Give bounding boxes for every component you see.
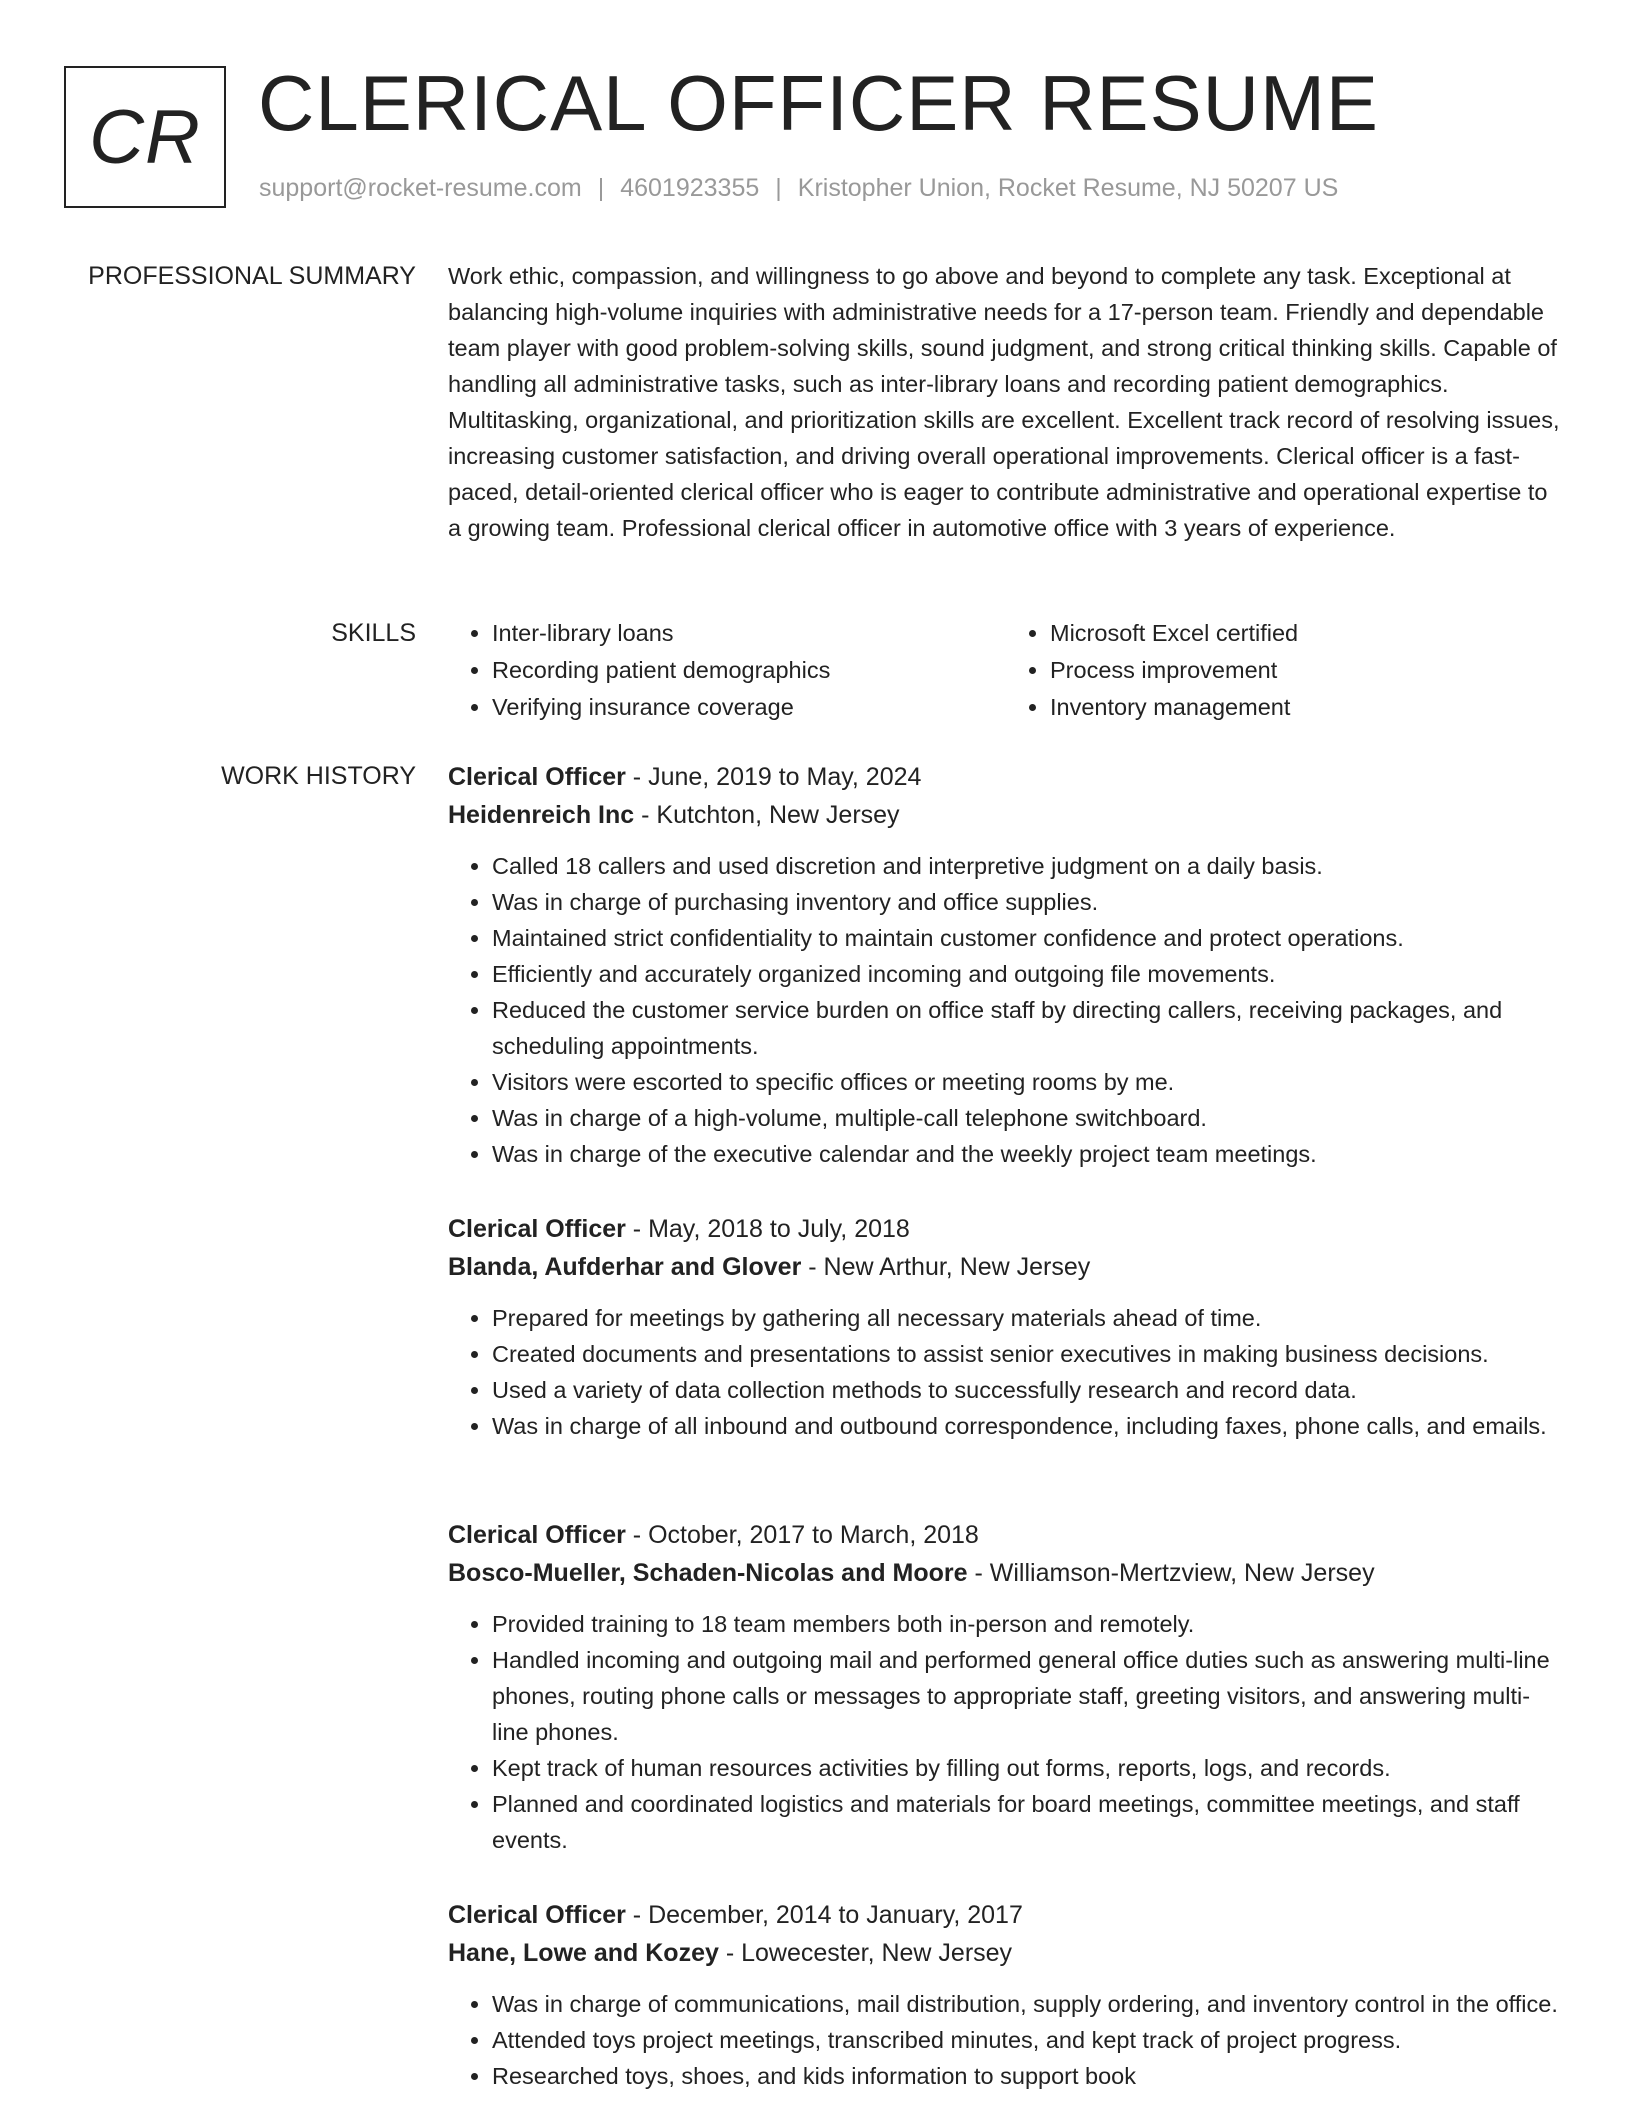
job-entry xyxy=(448,1516,1564,1858)
job-title: Clerical Officer xyxy=(448,1521,626,1549)
job-bullet-list xyxy=(448,1606,1564,1858)
job-dates: - June, 2019 to May, 2024 xyxy=(625,763,922,791)
job-company: Bosco-Mueller, Schaden-Nicolas and Moore xyxy=(448,1559,968,1587)
job-bullet: • Used a variety of data collection methods to successfully research and record data. xyxy=(492,1372,1564,1408)
job-entry xyxy=(448,758,1564,1172)
work-history-body xyxy=(448,758,1564,2089)
skill-item: • Recording patient demographics xyxy=(492,652,1006,689)
job-company: Blanda, Aufderhar and Glover xyxy=(448,1253,802,1281)
monogram-box xyxy=(64,66,226,208)
job-bullet: • Kept track of human resources activities by filling out forms, reports, logs, and records. xyxy=(492,1750,1564,1786)
job-bullet: • Called 18 callers and used discretion and interpretive judgment on a daily basis. xyxy=(492,848,1564,884)
job-bullet: • Visitors were escorted to specific offices or meeting rooms by me. xyxy=(492,1064,1564,1100)
skills-body xyxy=(448,615,1564,726)
job-bullet: • Created documents and presentations to assist senior executives in making business decisions. xyxy=(492,1336,1564,1372)
skill-item: • Inventory management xyxy=(1050,689,1564,726)
contact-email: support@rocket-resume.com xyxy=(259,174,582,202)
skill-item: • Verifying insurance coverage xyxy=(492,689,1006,726)
job-bullet: • Was in charge of all inbound and outbound correspondence, including faxes, phone calls, and emails. xyxy=(492,1408,1564,1444)
skill-item: • Inter-library loans xyxy=(492,615,1006,652)
job-bullet: • Provided training to 18 team members both in-person and remotely. xyxy=(492,1606,1564,1642)
job-location: - Williamson-Mertzview, New Jersey xyxy=(967,1559,1375,1587)
job-bullet-list xyxy=(448,848,1564,1172)
job-company-line xyxy=(448,1248,1564,1286)
job-title-line xyxy=(448,758,1564,796)
skills-list-right xyxy=(1006,615,1564,726)
job-bullet-list xyxy=(448,1300,1564,1444)
skills-heading: SKILLS xyxy=(331,619,416,647)
skill-item: • Process improvement xyxy=(1050,652,1564,689)
monogram-initials: CR xyxy=(89,94,201,180)
job-location: - Lowecester, New Jersey xyxy=(718,1939,1013,1967)
skills-list-left xyxy=(448,615,1006,726)
job-bullet: • Planned and coordinated logistics and materials for board meetings, committee meetings, and staff events. xyxy=(492,1786,1564,1858)
job-bullet: • Reduced the customer service burden on office staff by directing callers, receiving packages, and scheduling appointments. xyxy=(492,992,1564,1064)
job-dates: - May, 2018 to July, 2018 xyxy=(625,1215,910,1243)
summary-heading: PROFESSIONAL SUMMARY xyxy=(88,262,416,290)
job-location: - New Arthur, New Jersey xyxy=(801,1253,1091,1281)
job-bullet: • Was in charge of communications, mail distribution, supply ordering, and inventory control in the office. xyxy=(492,1986,1564,2022)
job-company: Heidenreich Inc xyxy=(448,801,635,829)
job-bullet: • Efficiently and accurately organized incoming and outgoing file movements. xyxy=(492,956,1564,992)
job-bullet-list xyxy=(448,1986,1564,2094)
summary-body xyxy=(448,258,1564,546)
contact-line xyxy=(259,174,1338,203)
contact-separator: | xyxy=(597,174,605,202)
job-bullet: • Was in charge of the executive calendar and the weekly project team meetings. xyxy=(492,1136,1564,1172)
job-company-line xyxy=(448,1934,1564,1972)
job-dates: - December, 2014 to January, 2017 xyxy=(625,1901,1023,1929)
job-company-line xyxy=(448,1554,1564,1592)
job-bullet: • Maintained strict confidentiality to maintain customer confidence and protect operations. xyxy=(492,920,1564,956)
job-title: Clerical Officer xyxy=(448,1215,626,1243)
contact-separator: | xyxy=(775,174,782,202)
job-title: Clerical Officer xyxy=(448,1901,626,1929)
job-bullet: • Prepared for meetings by gathering all necessary materials ahead of time. xyxy=(492,1300,1564,1336)
job-bullet: • Was in charge of purchasing inventory and office supplies. xyxy=(492,884,1564,920)
job-title-line xyxy=(448,1896,1564,1934)
resume-title: CLERICAL OFFICER RESUME xyxy=(258,59,1379,147)
contact-address: Kristopher Union, Rocket Resume, NJ 50207 US xyxy=(797,174,1339,202)
job-title-line xyxy=(448,1516,1564,1554)
job-bullet: • Researched toys, shoes, and kids information to support book xyxy=(492,2058,1564,2094)
job-entry xyxy=(448,1896,1564,2094)
summary-text: Work ethic, compassion, and willingness to go above and beyond to complete any task. Exceptional at balancing high-volume inquiries with administrative needs for a 17-person team. Friendly and dependable team player with good problem-solving skills, sound judgment, and strong critical thinking skills. Capable of handling all administrative tasks, such as inter-library loans and recording patient demographics. Multitasking, organizational, and prioritization skills are excellent. Excellent track record of resolving issues, increasing customer satisfaction, and driving overall operational improvements. Clerical officer is a fast-paced, detail-oriented clerical officer who is eager to contribute administrative and operational expertise to a growing team. Professional clerical officer in automotive office with 3 years of experience. xyxy=(448,263,1560,541)
skills-columns xyxy=(448,615,1564,726)
work-history-heading: WORK HISTORY xyxy=(221,762,416,790)
job-bullet: • Was in charge of a high-volume, multiple-call telephone switchboard. xyxy=(492,1100,1564,1136)
contact-phone: 4601923355 xyxy=(620,174,760,202)
job-entry xyxy=(448,1210,1564,1444)
job-bullet: • Handled incoming and outgoing mail and performed general office duties such as answering multi-line phones, routing phone calls or messages to appropriate staff, greeting visitors, and answering multi-line phones. xyxy=(492,1642,1564,1750)
job-location: - Kutchton, New Jersey xyxy=(634,801,900,829)
job-title-line xyxy=(448,1210,1564,1248)
job-bullet: • Attended toys project meetings, transcribed minutes, and kept track of project progress. xyxy=(492,2022,1564,2058)
job-dates: - October, 2017 to March, 2018 xyxy=(625,1521,979,1549)
job-title: Clerical Officer xyxy=(448,763,626,791)
job-company: Hane, Lowe and Kozey xyxy=(448,1939,719,1967)
job-company-line xyxy=(448,796,1564,834)
skill-item: • Microsoft Excel certified xyxy=(1050,615,1564,652)
